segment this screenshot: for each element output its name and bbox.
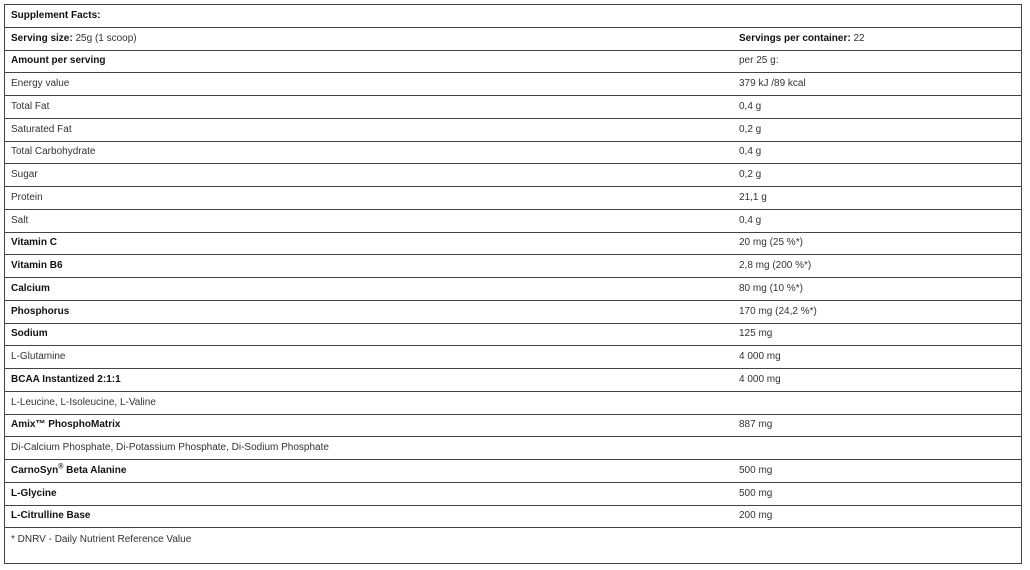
nutrient-name: Salt	[11, 214, 29, 226]
nutrient-name: Sugar	[11, 169, 38, 181]
footnote-row	[5, 528, 1021, 551]
nutrient-value: 4 000 mg	[739, 351, 781, 363]
nutrient-value: 200 mg	[739, 510, 773, 522]
nutrient-value: 0,4 g	[739, 214, 762, 226]
nutrient-value: 20 mg (25 %*)	[739, 237, 803, 249]
nutrient-value: 0,4 g	[739, 146, 762, 158]
table-row	[5, 369, 1021, 392]
serving-size-value: 25g (1 scoop)	[75, 32, 137, 44]
table-row	[5, 187, 1021, 210]
table-row	[5, 437, 1021, 460]
title-row	[5, 5, 1021, 28]
nutrient-value: 0,2 g	[739, 169, 762, 181]
table-row	[5, 324, 1021, 347]
nutrient-name: L-Glutamine	[11, 351, 66, 363]
nutrient-value: 2,8 mg (200 %*)	[739, 260, 812, 272]
table-row	[5, 73, 1021, 96]
nutrient-name: CarnoSyn® Beta Alanine	[11, 463, 127, 476]
footnote: * DNRV - Daily Nutrient Reference Value	[11, 533, 192, 545]
nutrient-name: Vitamin B6	[11, 260, 63, 272]
nutrient-name: Saturated Fat	[11, 123, 72, 135]
nutrient-value: 125 mg	[739, 328, 773, 340]
supplement-facts-table	[4, 4, 1022, 564]
table-row	[5, 506, 1021, 529]
nutrient-name: L-Leucine, L-Isoleucine, L-Valine	[11, 396, 156, 408]
servings-per-container-value: 22	[853, 32, 865, 44]
table-row	[5, 119, 1021, 142]
nutrient-name: Amix™ PhosphoMatrix	[11, 419, 121, 431]
nutrient-value: 21,1 g	[739, 191, 767, 203]
amount-header-value: per 25 g:	[739, 55, 779, 67]
nutrient-name: Energy value	[11, 78, 70, 90]
nutrient-name: Protein	[11, 191, 43, 203]
nutrient-name: Vitamin C	[11, 237, 57, 249]
nutrient-value: 379 kJ /89 kcal	[739, 78, 806, 90]
nutrient-value: 0,4 g	[739, 100, 762, 112]
nutrient-name: BCAA Instantized 2:1:1	[11, 373, 121, 385]
table-row	[5, 278, 1021, 301]
table-row	[5, 142, 1021, 165]
nutrient-name: Di-Calcium Phosphate, Di-Potassium Phosphate, Di-Sodium Phosphate	[11, 442, 329, 454]
table-row	[5, 164, 1021, 187]
table-row	[5, 255, 1021, 278]
table-row	[5, 346, 1021, 369]
nutrient-value: 0,2 g	[739, 123, 762, 135]
table-row	[5, 392, 1021, 415]
nutrient-name: Phosphorus	[11, 305, 70, 317]
nutrient-name: Total Fat	[11, 100, 50, 112]
table-title: Supplement Facts:	[11, 9, 101, 21]
nutrient-name: Sodium	[11, 328, 48, 340]
amount-header-row	[5, 51, 1021, 74]
nutrient-value: 500 mg	[739, 487, 773, 499]
nutrient-name: L-Citrulline Base	[11, 510, 91, 522]
table-row	[5, 301, 1021, 324]
amount-header-label: Amount per serving	[11, 55, 106, 67]
nutrient-value: 500 mg	[739, 464, 773, 476]
nutrient-value: 80 mg (10 %*)	[739, 282, 803, 294]
table-row	[5, 460, 1021, 483]
table-row	[5, 210, 1021, 233]
nutrient-value: 4 000 mg	[739, 373, 781, 385]
servings-per-container-label: Servings per container:	[739, 32, 851, 44]
table-row	[5, 483, 1021, 506]
table-row	[5, 233, 1021, 256]
nutrient-value: 887 mg	[739, 419, 773, 431]
table-row	[5, 96, 1021, 119]
nutrient-name: L-Glycine	[11, 487, 57, 499]
table-row	[5, 415, 1021, 438]
nutrient-name: Calcium	[11, 282, 50, 294]
serving-row	[5, 28, 1021, 51]
nutrient-name: Total Carbohydrate	[11, 146, 96, 158]
nutrient-value: 170 mg (24,2 %*)	[739, 305, 817, 317]
serving-size-label: Serving size:	[11, 32, 73, 44]
registered-mark: ®	[58, 463, 64, 471]
